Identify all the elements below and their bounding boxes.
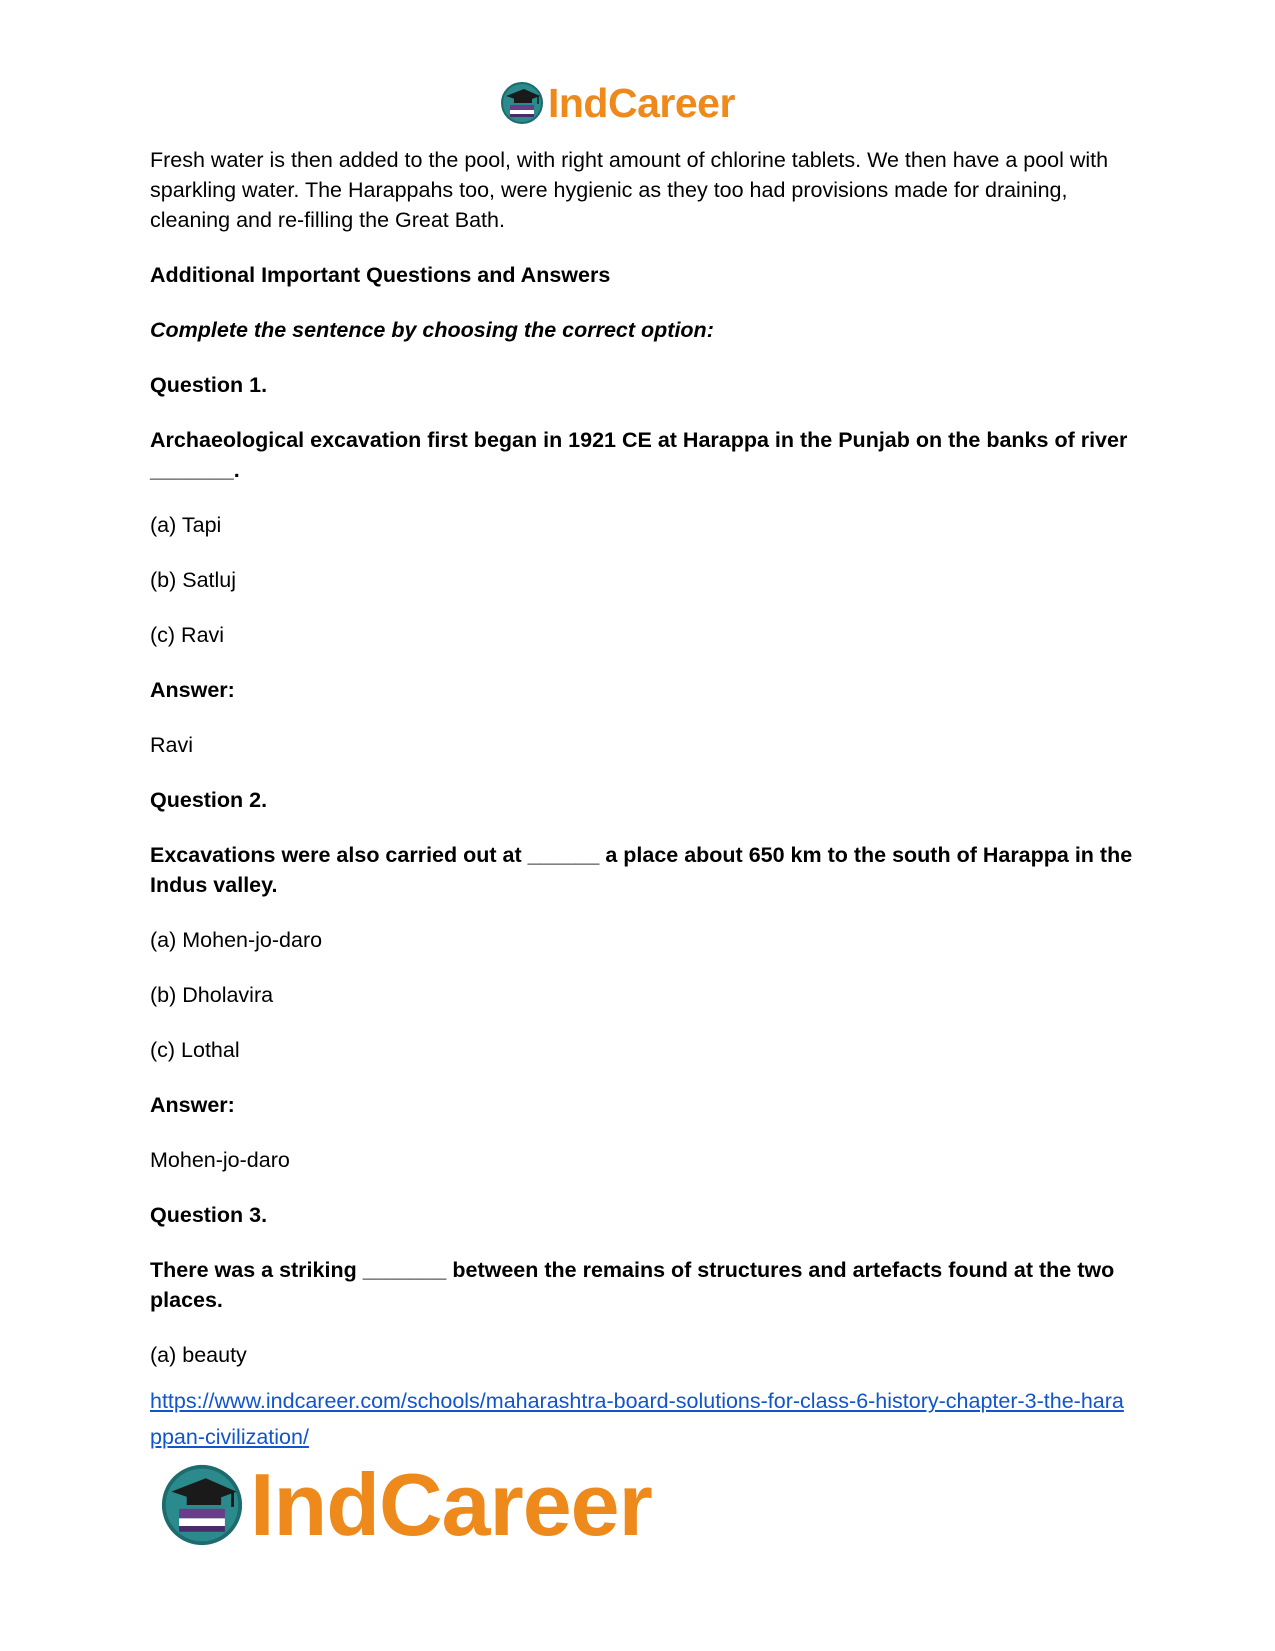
option-item: (a) beauty bbox=[150, 1343, 247, 1367]
answer-label: Answer: bbox=[150, 678, 235, 702]
answer-text: Ravi bbox=[150, 733, 194, 757]
question-text: Archaeological excavation first began in 1921 CE at Harappa in the Punjab on the banks of river _______. bbox=[150, 428, 1128, 482]
instruction: Complete the sentence by choosing the correct option: bbox=[150, 318, 714, 342]
answer-text: Mohen-jo-daro bbox=[150, 1148, 290, 1172]
option-item: (a) Tapi bbox=[150, 513, 222, 537]
header-logo bbox=[500, 78, 735, 128]
document-body bbox=[150, 145, 1135, 1370]
intro-paragraph: Fresh water is then added to the pool, with right amount of chlorine tablets. We then have a pool with sparkling water. The Harappahs too, were hygienic as they too had provisions made for draining, cleaning and re-filling the Great Bath. bbox=[150, 148, 1109, 232]
graduation-globe-icon bbox=[500, 81, 544, 125]
option-item: (c) Ravi bbox=[150, 623, 225, 647]
section-title: Additional Important Questions and Answers bbox=[150, 263, 611, 287]
graduation-globe-icon bbox=[160, 1463, 244, 1547]
question-label: Question 2. bbox=[150, 788, 268, 812]
question-label: Question 3. bbox=[150, 1203, 268, 1227]
footer-source-link[interactable]: https://www.indcareer.com/schools/maharashtra-board-solutions-for-class-6-history-chapter-3-the-harappan-civilization/ bbox=[150, 1389, 1124, 1449]
footer-logo bbox=[160, 1455, 652, 1554]
question-label: Question 1. bbox=[150, 373, 268, 397]
option-item: (b) Satluj bbox=[150, 568, 237, 592]
option-item: (b) Dholavira bbox=[150, 983, 274, 1007]
question-text: Excavations were also carried out at ______ a place about 650 km to the south of Harappa in the Indus valley. bbox=[150, 843, 1133, 897]
question-text: There was a striking _______ between the remains of structures and artefacts found at the two places. bbox=[150, 1258, 1115, 1312]
header-logo-text: IndCareer bbox=[548, 79, 735, 126]
answer-label: Answer: bbox=[150, 1093, 235, 1117]
option-item: (c) Lothal bbox=[150, 1038, 240, 1062]
footer-logo-text: IndCareer bbox=[250, 1455, 652, 1554]
option-item: (a) Mohen-jo-daro bbox=[150, 928, 323, 952]
